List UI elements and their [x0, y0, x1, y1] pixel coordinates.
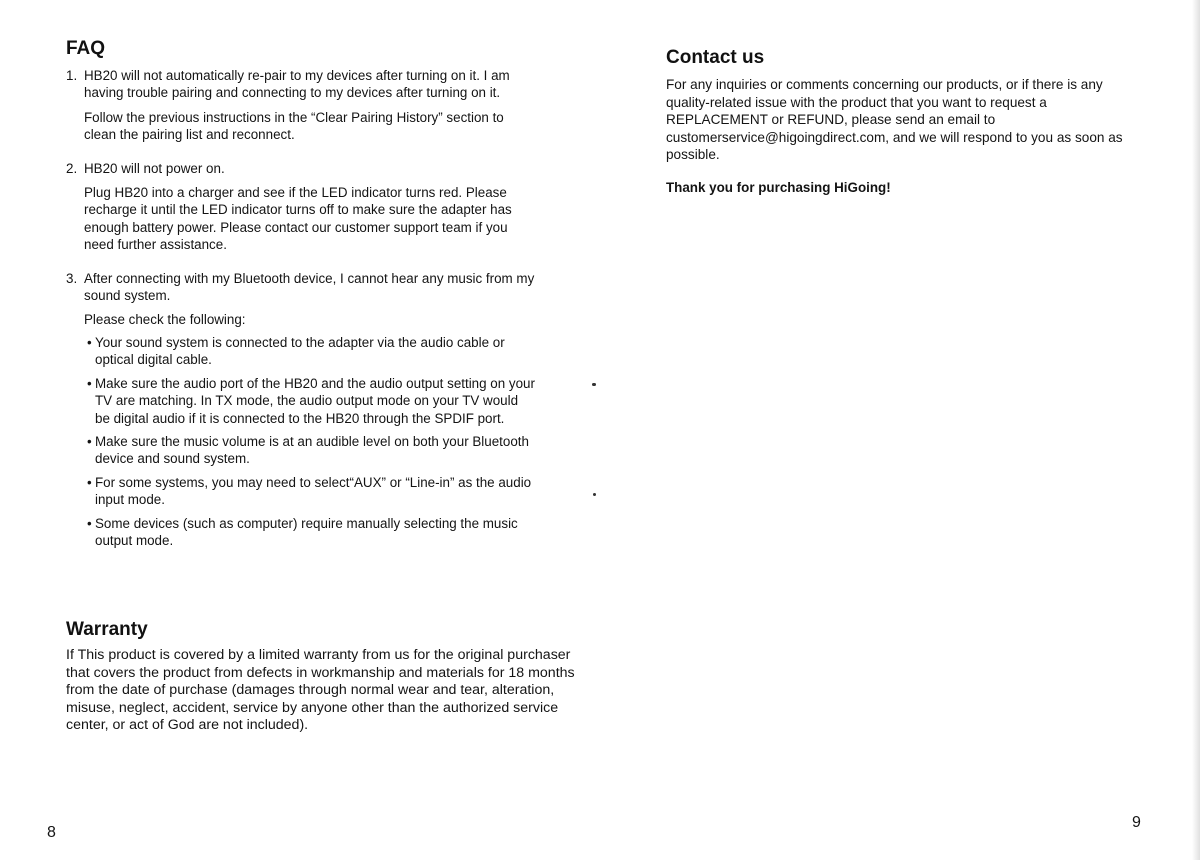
faq-question: HB20 will not power on. [84, 160, 225, 176]
bullet-icon: • [87, 433, 92, 449]
list-item [87, 474, 536, 509]
faq-list [66, 67, 536, 565]
faq-item-2 [66, 160, 536, 254]
list-item [87, 433, 536, 468]
bullet-text: Make sure the audio port of the HB20 and the audio output setting on your TV are matching. In TX mode, the audio output mode on your TV would be digital audio if it is connected to the HB20 through the SPDIF port. [95, 375, 535, 426]
bullet-icon: • [87, 334, 92, 350]
right-page [600, 0, 1200, 860]
page-number-left: 8 [47, 824, 56, 841]
bullet-text: For some systems, you may need to select“AUX” or “Line-in” as the audio input mode. [95, 474, 532, 508]
faq-heading: FAQ [66, 38, 106, 59]
page-number-right: 9 [1132, 814, 1141, 831]
list-item [87, 334, 536, 369]
scan-speck [592, 383, 596, 386]
faq-number: 1. [66, 68, 78, 83]
faq-item-1 [66, 67, 536, 144]
faq-bullet-list [84, 334, 536, 549]
faq-question: After connecting with my Bluetooth device, I cannot hear any music from my sound system. [84, 270, 535, 304]
bullet-icon: • [87, 515, 92, 531]
faq-number: 3. [66, 270, 78, 286]
faq-check-label: Please check the following: [84, 312, 246, 328]
list-item [87, 515, 536, 550]
faq-item-3 [66, 270, 536, 550]
bullet-text: Make sure the music volume is at an audible level on both your Bluetooth device and sound system. [95, 433, 529, 467]
bullet-text: Some devices (such as computer) require manually selecting the music output mode. [95, 515, 518, 548]
contact-heading: Contact us [666, 47, 765, 68]
thank-you-text: Thank you for purchasing HiGoing! [666, 180, 891, 195]
faq-question: HB20 will not automatically re-pair to my devices after turning on it. I am having trouble pairing and connecting to my devices after turning on it. [84, 68, 510, 101]
contact-text: For any inquiries or comments concerning our products, or if there is any quality-related issue with the product that you want to request a REPLACEMENT or REFUND, please send an email to customerservice@higoingdirect.com, and we will respond to you as soon as possible. [666, 77, 1123, 163]
faq-number: 2. [66, 160, 78, 176]
list-item [87, 375, 536, 427]
bullet-icon: • [87, 474, 92, 490]
bullet-text: Your sound system is connected to the adapter via the audio cable or optical digital cable. [95, 334, 505, 368]
bullet-icon: • [87, 375, 92, 391]
scan-speck [593, 493, 596, 496]
warranty-text: If This product is covered by a limited warranty from us for the original purchaser that covers the product from defects in workmanship and materials for 18 months from the date of purchase (damages through normal wear and tear, alteration, misuse, neglect, accident, service by anyone other than the authorized service center, or act of God are not included). [66, 647, 575, 734]
warranty-heading: Warranty [66, 619, 148, 640]
faq-answer: Plug HB20 into a charger and see if the LED indicator turns red. Please recharge it until the LED indicator turns off to make sure the adapter has enough battery power. Please contact our customer support team if you need further assistance. [84, 185, 512, 253]
faq-answer: Follow the previous instructions in the “Clear Pairing History” section to clean the pairing list and reconnect. [84, 109, 504, 143]
page-edge-shadow [1192, 0, 1200, 860]
